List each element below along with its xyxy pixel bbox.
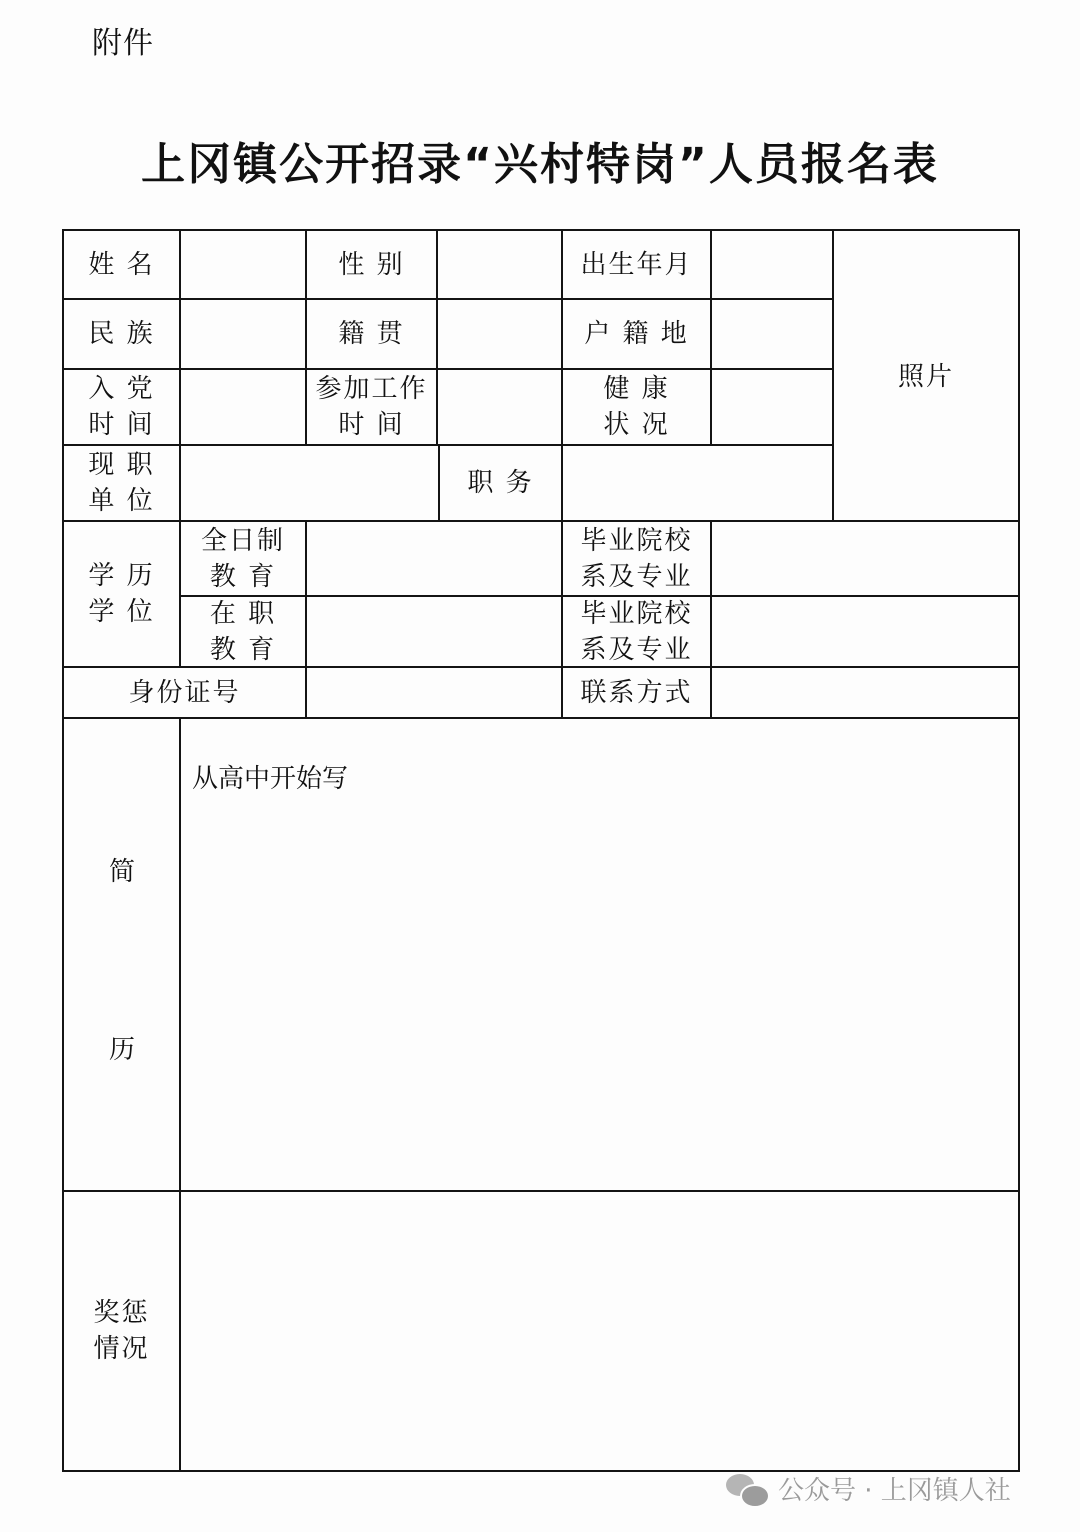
contact-label: 联系方式 bbox=[580, 677, 693, 708]
resume-label-part1: 简 bbox=[108, 857, 135, 887]
id-number-field[interactable] bbox=[307, 668, 561, 717]
resume-hint: 从高中开始写 bbox=[192, 764, 349, 794]
form-border-right bbox=[1018, 229, 1020, 1472]
position-label: 职 务 bbox=[467, 468, 534, 498]
household-field[interactable] bbox=[712, 300, 832, 368]
education-label: 学 历 学 位 bbox=[88, 561, 155, 627]
health-field[interactable] bbox=[712, 370, 832, 444]
awards-label: 奖惩 情况 bbox=[93, 1298, 150, 1364]
inservice-education-field[interactable] bbox=[307, 597, 561, 666]
birth-date-label: 出生年月 bbox=[580, 249, 693, 280]
photo-area[interactable] bbox=[834, 231, 1018, 520]
party-time-label: 入 党 时 间 bbox=[88, 374, 155, 440]
awards-field[interactable] bbox=[181, 1192, 1018, 1470]
gender-label: 性 别 bbox=[338, 249, 405, 280]
employer-label: 现 职 单 位 bbox=[88, 450, 155, 516]
native-place-field[interactable] bbox=[438, 300, 561, 368]
fulltime-education-label: 全日制 教 育 bbox=[200, 525, 285, 592]
party-time-field[interactable] bbox=[181, 370, 305, 444]
page-title: 上冈镇公开招录“兴村特岗”人员报名表 bbox=[141, 139, 939, 190]
inservice-school-major-field[interactable] bbox=[712, 597, 1018, 666]
resume-label-part2: 历 bbox=[108, 1035, 135, 1065]
ethnicity-label: 民 族 bbox=[88, 319, 155, 349]
employer-field[interactable] bbox=[181, 446, 438, 520]
watermark-text: 公众号 · 上冈镇人社 bbox=[778, 1476, 1011, 1506]
fulltime-education-field[interactable] bbox=[307, 522, 561, 595]
work-start-label: 参加工作 时 间 bbox=[315, 374, 428, 440]
household-label: 户 籍 地 bbox=[584, 319, 689, 349]
name-label: 姓 名 bbox=[88, 249, 155, 280]
wechat-icon bbox=[726, 1472, 768, 1506]
inservice-school-major-label: 毕业院校 系及专业 bbox=[580, 598, 693, 665]
watermark bbox=[726, 1470, 1011, 1507]
attachment-label: 附件 bbox=[92, 26, 154, 61]
native-place-label: 籍 贯 bbox=[338, 319, 405, 349]
work-start-field[interactable] bbox=[438, 370, 561, 444]
health-label: 健 康 状 况 bbox=[603, 374, 670, 440]
ethnicity-field[interactable] bbox=[181, 300, 305, 368]
contact-field[interactable] bbox=[712, 668, 1018, 717]
inservice-education-label: 在 职 教 育 bbox=[209, 598, 277, 665]
photo-label: 照片 bbox=[897, 362, 954, 392]
fulltime-school-major-field[interactable] bbox=[712, 522, 1018, 595]
gender-field[interactable] bbox=[438, 231, 561, 298]
fulltime-school-major-label: 毕业院校 系及专业 bbox=[580, 525, 693, 592]
birth-date-field[interactable] bbox=[712, 231, 832, 298]
position-field[interactable] bbox=[563, 446, 832, 520]
id-number-label: 身份证号 bbox=[128, 677, 241, 708]
registration-form bbox=[62, 229, 1020, 1472]
name-field[interactable] bbox=[181, 231, 305, 298]
